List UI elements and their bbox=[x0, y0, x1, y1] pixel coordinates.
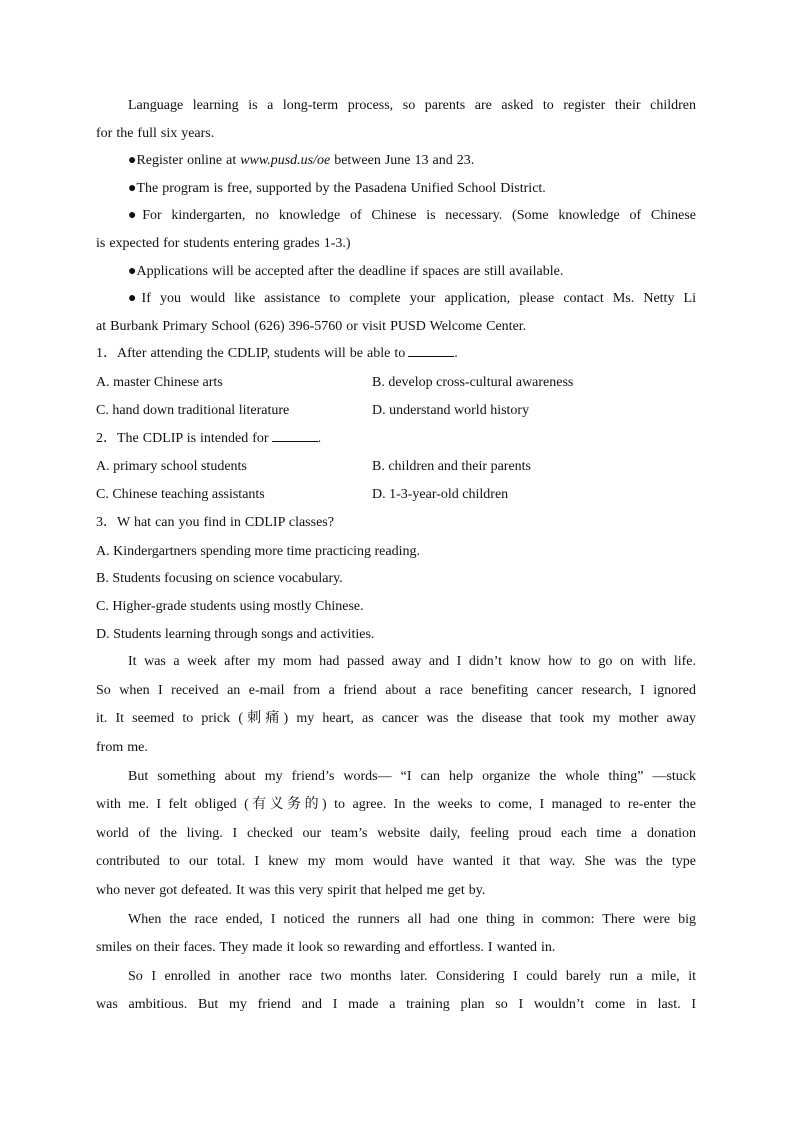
story-passage bbox=[96, 648, 696, 1020]
story-p1-line-3: it. It seemed to prick (刺痛) my heart, as cancer was the disease that took my mother away bbox=[96, 711, 696, 727]
bullet-register-pre: ●Register online at bbox=[128, 153, 241, 169]
story-p2-line-1: But something about my friend’s words— “I can help organize the whole thing” —stuck bbox=[128, 768, 696, 784]
question-2-tail: . bbox=[317, 430, 322, 446]
question-1-stem bbox=[96, 340, 696, 369]
question-2-stem bbox=[96, 425, 696, 454]
bullet-kindergarten-line-2: is expected for students entering grades 1-3.) bbox=[96, 235, 351, 251]
question-2-options-row-2 bbox=[96, 481, 696, 509]
intro-line-2: for the full six years. bbox=[96, 125, 215, 141]
story-p2-line-4: contributed to our total. I knew my mom would have wanted it that way. She was the type bbox=[96, 854, 696, 870]
story-p2-line-3: world of the living. I checked our team’s website daily, feeling proud each time a donation bbox=[96, 825, 696, 841]
story-p4-line-1: So I enrolled in another race two months later. Considering I could barely run a mile, it bbox=[128, 968, 696, 984]
answer-blank bbox=[272, 427, 318, 442]
story-p4-line-2: was ambitious. But my friend and I made a training plan so I wouldn’t come in last. I bbox=[96, 997, 696, 1013]
bullet-applications: ●Applications will be accepted after the deadline if spaces are still available. bbox=[128, 263, 564, 279]
question-1-option-b: B. develop cross-cultural awareness bbox=[372, 374, 574, 390]
registration-url: www.pusd.us/oe bbox=[240, 153, 331, 169]
question-2-text: 2．The CDLIP is intended for bbox=[96, 430, 269, 446]
question-2-option-d: D. 1-3-year-old children bbox=[372, 487, 509, 503]
question-2-option-b: B. children and their parents bbox=[372, 459, 532, 475]
question-2-option-a: A. primary school students bbox=[96, 459, 247, 475]
bullet-assistance-line-2: at Burbank Primary School (626) 396-5760 or visit PUSD Welcome Center. bbox=[96, 318, 527, 334]
story-p1-line-2: So when I received an e-mail from a friend about a race benefiting cancer research, I ignored bbox=[96, 682, 696, 698]
bullet-free: ●The program is free, supported by the Pasadena Unified School District. bbox=[128, 180, 546, 196]
question-3-option-c: C. Higher-grade students using mostly Chinese. bbox=[96, 599, 364, 615]
story-p3-line-1: When the race ended, I noticed the runners all had one thing in common: There were big bbox=[128, 911, 696, 927]
question-1-text: 1．After attending the CDLIP, students will be able to bbox=[96, 346, 406, 362]
question-1-option-a: A. master Chinese arts bbox=[96, 374, 223, 390]
story-p1-line-1: It was a week after my mom had passed away and I didn’t know how to go on with life. bbox=[128, 654, 696, 670]
document-page bbox=[96, 92, 696, 1020]
bullet-assistance-line-1: ●If you would like assistance to complete your application, please contact Ms. Netty Li bbox=[128, 291, 696, 307]
question-1-options-row-1 bbox=[96, 369, 696, 397]
question-1-tail: . bbox=[454, 346, 458, 362]
question-3-option-b: B. Students focusing on science vocabulary. bbox=[96, 571, 343, 587]
question-1-option-c: C. hand down traditional literature bbox=[96, 402, 290, 418]
answer-blank bbox=[408, 342, 454, 357]
story-p3-line-2: smiles on their faces. They made it look so rewarding and effortless. I wanted in. bbox=[96, 940, 556, 956]
intro-line-1: Language learning is a long-term process, so parents are asked to register their children bbox=[128, 98, 696, 113]
question-1-option-d: D. understand world history bbox=[372, 402, 530, 418]
story-p2-line-5: who never got defeated. It was this very spirit that helped me get by. bbox=[96, 882, 486, 898]
question-1-options-row-2 bbox=[96, 397, 696, 425]
story-p2-line-2: with me. I felt obliged (有义务的) to agree. In the weeks to come, I managed to re-enter the bbox=[96, 797, 696, 813]
bullet-register-post: between June 13 and 23. bbox=[330, 153, 475, 169]
question-3-option-a: A. Kindergartners spending more time practicing reading. bbox=[96, 543, 420, 559]
question-3-stem: 3．W hat can you find in CDLIP classes? bbox=[96, 515, 334, 531]
bullet-register bbox=[96, 147, 696, 175]
question-3-option-d: D. Students learning through songs and activities. bbox=[96, 626, 375, 642]
question-2-options-row-1 bbox=[96, 453, 696, 481]
question-2-option-c: C. Chinese teaching assistants bbox=[96, 487, 265, 503]
story-p1-line-4: from me. bbox=[96, 740, 148, 755]
bullet-kindergarten-line-1: ●For kindergarten, no knowledge of Chinese is necessary. (Some knowledge of Chinese bbox=[128, 208, 696, 224]
